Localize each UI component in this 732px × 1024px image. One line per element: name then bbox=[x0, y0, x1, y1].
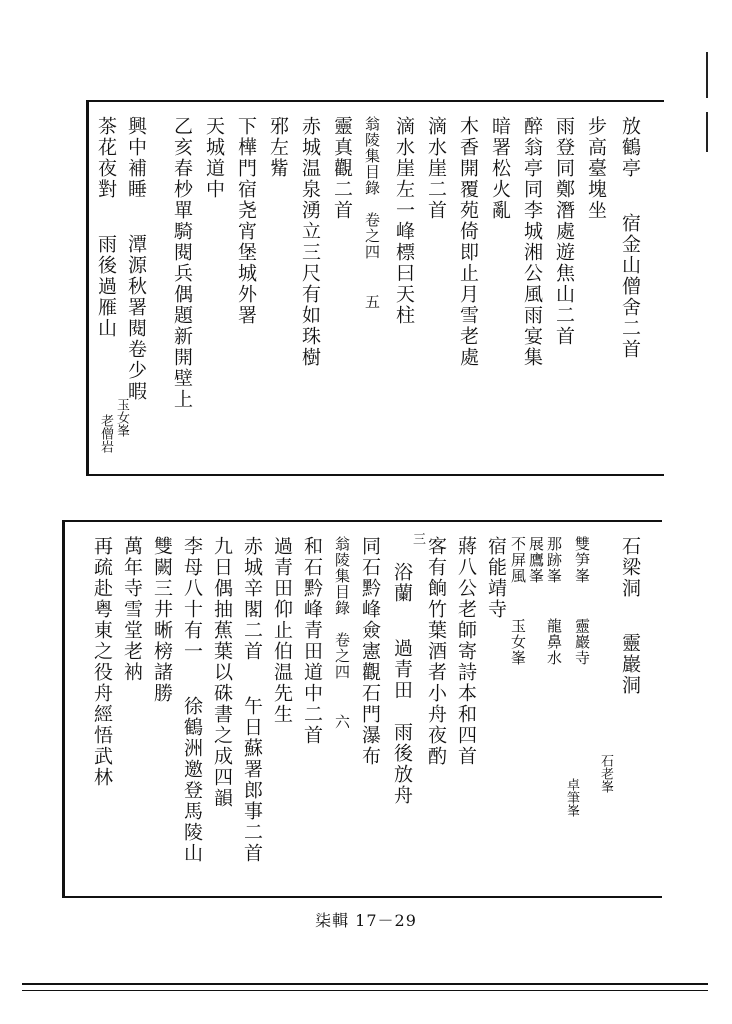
toc-entry: 客有餉竹葉酒者小舟夜酌 bbox=[425, 536, 447, 767]
page-footer: 柒輯 17－29 bbox=[315, 911, 417, 930]
toc-entry: 步高臺塊坐 bbox=[585, 116, 607, 221]
toc-entry: 再疏赴粤東之役舟經悟武林 bbox=[91, 536, 113, 788]
toc-entry: 天城道中 bbox=[203, 116, 225, 200]
toc-entry: 木香開覆苑倚即止月雪老處 bbox=[457, 116, 479, 368]
toc-entry: 雨登同鄭潛處遊焦山二首 bbox=[553, 116, 575, 347]
toc-entry: 石梁洞靈巖洞 bbox=[619, 536, 641, 696]
toc-entry: 邪左觜 bbox=[267, 116, 289, 179]
toc-entry: 赤城辛閣二首午日蘇署郎事二首 bbox=[241, 536, 263, 864]
toc-entry: 蔣八公老師寄詩本和四首 bbox=[455, 536, 477, 767]
bottom-rule bbox=[22, 990, 708, 991]
left-border bbox=[86, 102, 89, 474]
toc-entry: 和石黔峰青田道中二首 bbox=[301, 536, 323, 746]
toc-subentry: 玉女峯 bbox=[114, 398, 129, 437]
toc-subentry: 不屏風玉女峯 bbox=[509, 536, 527, 666]
bottom-panel bbox=[62, 520, 662, 898]
toc-entry: 滴水崖二首 bbox=[425, 116, 447, 221]
toc-entry: 萬年寺雪堂老衲 bbox=[121, 536, 143, 683]
running-title: 翁陵集目錄 卷之四五 bbox=[363, 116, 381, 310]
toc-entry: 滴水崖左一峰標曰天柱 bbox=[393, 116, 415, 326]
toc-subentry: 雙笋峯靈巖寺 bbox=[573, 536, 591, 666]
toc-entry: 下樺門宿尧宵堡城外署 bbox=[235, 116, 257, 326]
toc-subentry: 石老峯 bbox=[598, 754, 613, 793]
bottom-rule bbox=[22, 983, 708, 985]
toc-entry: 同石黔峰僉憲觀石門瀑布 bbox=[359, 536, 381, 767]
toc-subentry: 老僧岩 bbox=[98, 414, 113, 453]
toc-entry: 興中補睡潭源秋署閱卷少暇 bbox=[125, 116, 147, 402]
toc-entry: 靈真觀二首 bbox=[331, 116, 353, 221]
toc-entry: 乙亥春杪單騎閱兵偶題新開壁上 bbox=[171, 116, 193, 410]
toc-entry: 浴蘭過青田 雨後放舟 bbox=[391, 562, 413, 806]
toc-entry: 宿能靖寺 bbox=[485, 536, 507, 620]
toc-entry: 醉翁亭同李城湘公風雨宴集 bbox=[521, 116, 543, 368]
edge-mark bbox=[706, 112, 708, 152]
toc-subentry: 展鷹峯 bbox=[527, 536, 545, 584]
running-title: 翁陵集目錄 卷之四六 bbox=[333, 536, 351, 730]
toc-entry: 九日偶抽蕉葉以硃書之成四韻 bbox=[211, 536, 233, 809]
toc-subentry: 卓筆峯 bbox=[564, 778, 579, 817]
top-panel bbox=[86, 100, 664, 476]
toc-entry: 李母八十有一徐鶴洲邀登馬陵山 bbox=[181, 536, 203, 864]
left-border bbox=[62, 522, 65, 896]
toc-entry: 茶花夜對雨後過雁山 bbox=[95, 116, 117, 339]
edge-mark bbox=[706, 52, 708, 98]
toc-entry: 過青田仰止伯温先生 bbox=[271, 536, 293, 725]
toc-mark: 三 bbox=[410, 532, 425, 545]
toc-entry: 雙闕三井晰榜諸勝 bbox=[151, 536, 173, 704]
toc-entry: 赤城温泉湧立三尺有如珠樹 bbox=[299, 116, 321, 368]
toc-entry: 放鶴亭宿金山僧舍二首 bbox=[619, 116, 641, 360]
toc-subentry: 那跡峯龍鼻水 bbox=[545, 536, 563, 666]
toc-entry: 暗署松火亂 bbox=[489, 116, 511, 221]
